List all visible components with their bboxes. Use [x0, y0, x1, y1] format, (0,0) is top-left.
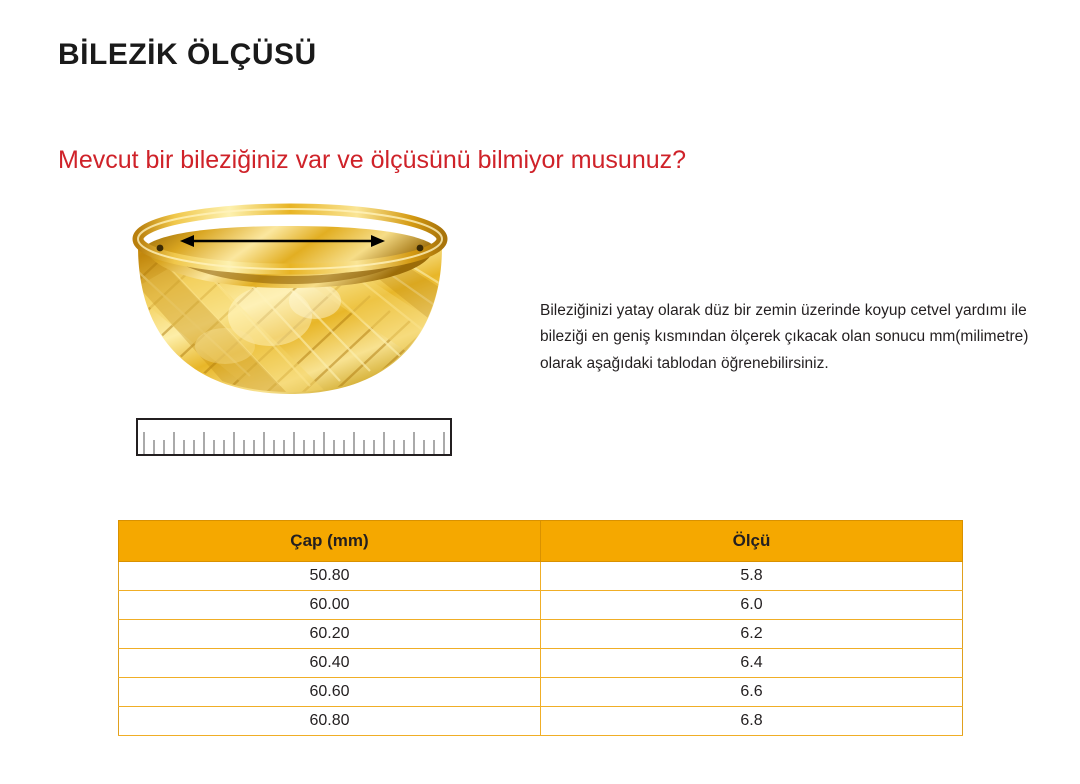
instruction-paragraph: Bileziğinizi yatay olarak düz bir zemin üzerinde koyup cetvel yardımı ile bileziği en geniş kısmından ölçerek çıkacak olan sonucu mm(milimetre) olarak aşağıdaki tablodan öğrenebilirsiniz.	[540, 301, 1029, 372]
size-table	[118, 520, 963, 736]
width-arrow-icon	[180, 234, 385, 248]
ruler-icon	[136, 418, 452, 456]
table-row	[119, 678, 963, 707]
cell-diameter: 60.60	[119, 678, 541, 707]
cell-size: 5.8	[541, 562, 963, 591]
question-heading: Mevcut bir bileziğiniz var ve ölçüsünü bilmiyor musunuz?	[58, 146, 687, 174]
table-row	[119, 591, 963, 620]
cell-diameter: 50.80	[119, 562, 541, 591]
cell-size: 6.2	[541, 620, 963, 649]
cell-size: 6.0	[541, 591, 963, 620]
column-header-size: Ölçü	[541, 521, 963, 562]
column-header-diameter: Çap (mm)	[119, 521, 541, 562]
cell-diameter: 60.20	[119, 620, 541, 649]
table-row	[119, 707, 963, 736]
cell-diameter: 60.40	[119, 649, 541, 678]
cell-diameter: 60.00	[119, 591, 541, 620]
table-row	[119, 620, 963, 649]
table-header-row	[119, 521, 963, 562]
cell-size: 6.4	[541, 649, 963, 678]
table-row	[119, 649, 963, 678]
cell-size: 6.8	[541, 707, 963, 736]
table-row	[119, 562, 963, 591]
illustration	[120, 196, 460, 461]
cell-diameter: 60.80	[119, 707, 541, 736]
size-table-wrapper	[118, 520, 963, 736]
bangle-image	[120, 196, 460, 411]
cell-size: 6.6	[541, 678, 963, 707]
page-title: BİLEZİK ÖLÇÜSÜ	[58, 38, 317, 71]
